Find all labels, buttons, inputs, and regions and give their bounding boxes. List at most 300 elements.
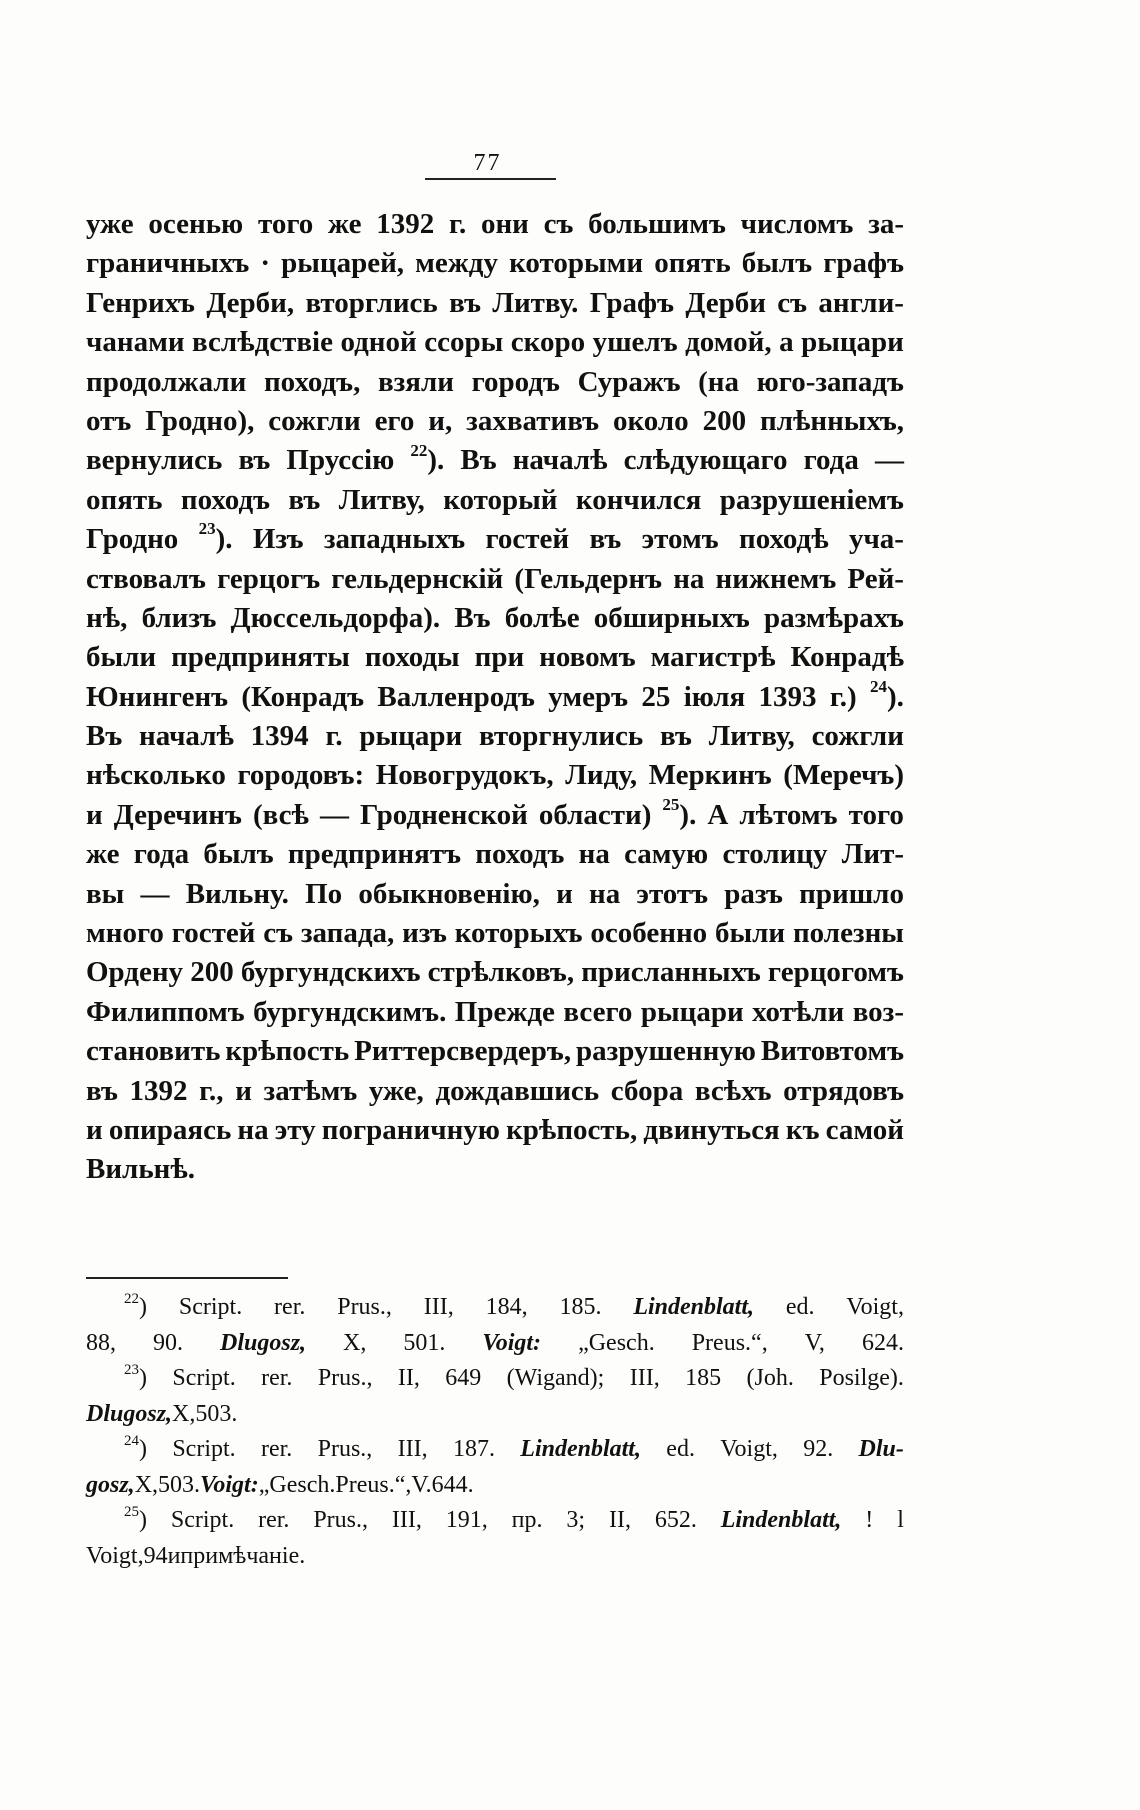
word: нѣсколько <box>86 759 226 792</box>
word: бургундскихъ <box>240 956 421 989</box>
word <box>86 1397 172 1433</box>
footnote-line <box>86 1539 904 1575</box>
word: обширныхъ <box>593 601 750 634</box>
word: (Joh. <box>746 1365 794 1391</box>
word: Prus., <box>317 1436 373 1462</box>
word: $^{22}$) <box>124 1291 147 1320</box>
footnote-ref-number: 23 <box>124 1362 139 1378</box>
word: и <box>556 877 573 910</box>
word: 94 <box>143 1542 168 1569</box>
word: Voigt, <box>86 1542 144 1569</box>
word: Рей- <box>847 562 904 595</box>
word: походъ, <box>263 365 361 398</box>
word: въ <box>288 483 321 516</box>
word: Script. <box>170 1507 235 1533</box>
footnote-line <box>86 1432 904 1468</box>
word: походѣ <box>738 523 829 556</box>
word: „Gesch. <box>258 1471 336 1498</box>
word: III, <box>629 1365 660 1391</box>
word: хотѣли <box>752 995 845 1028</box>
word: — <box>140 877 170 910</box>
footnote-line <box>86 1397 904 1433</box>
word: на <box>578 838 610 871</box>
word: городовъ: <box>237 759 365 792</box>
text-line <box>86 914 904 953</box>
text-line <box>86 1150 904 1189</box>
word: Въ <box>86 720 123 753</box>
word: опираясь <box>108 1113 232 1146</box>
footnote-ref-number: 23 <box>198 519 216 539</box>
word: въ <box>589 523 622 556</box>
word: разрушенную <box>576 1035 756 1068</box>
word: ушелъ <box>592 326 678 359</box>
word: болѣе <box>504 601 580 634</box>
word: англи- <box>818 286 904 319</box>
word: 187. <box>452 1436 495 1462</box>
word: III, <box>423 1294 454 1320</box>
text-line <box>86 717 904 756</box>
word: рыцари <box>359 720 463 753</box>
word: же <box>86 838 120 871</box>
word: 25 <box>641 680 671 713</box>
word: вы <box>86 877 125 910</box>
word: (Wigand); <box>506 1365 605 1391</box>
word: его <box>374 404 415 437</box>
word <box>482 1326 541 1362</box>
italic-citation: Voigt: <box>482 1329 542 1356</box>
text-line <box>86 599 904 638</box>
word: слѣдующаго <box>623 444 788 477</box>
word: г. <box>325 720 343 753</box>
word: много <box>86 917 164 950</box>
word: походъ <box>180 483 271 516</box>
text-line <box>86 520 904 559</box>
word: разрушенiемъ <box>719 483 904 516</box>
word: осенью <box>148 208 244 240</box>
word: Вильнѣ. <box>86 1153 196 1186</box>
word: изъ <box>402 917 447 950</box>
word: 200 <box>702 404 747 437</box>
word: $^{25}$). <box>662 795 697 831</box>
word: этотъ <box>636 877 709 910</box>
word: граничныхъ <box>86 247 250 280</box>
word: городъ <box>471 365 560 398</box>
italic-citation: Lindenblatt, <box>520 1436 641 1462</box>
word: rer. <box>260 1436 293 1462</box>
word: рыцарей, <box>281 247 405 280</box>
word: затѣмъ <box>263 1074 358 1107</box>
word: на <box>673 562 705 595</box>
footnote-line <box>86 1361 904 1397</box>
word: двинуться <box>643 1113 780 1146</box>
word: воз- <box>852 995 904 1028</box>
word: А <box>707 798 729 831</box>
word <box>633 1290 754 1326</box>
word: Деречинъ <box>113 798 242 831</box>
word: предприняты <box>171 641 350 674</box>
word: года <box>803 444 859 477</box>
word: V, <box>804 1329 825 1356</box>
italic-citation: Dlu- <box>858 1436 904 1462</box>
word: обыкновенiю, <box>358 877 540 910</box>
text-line <box>86 953 904 992</box>
word: Прежде <box>454 995 555 1028</box>
text-line <box>86 678 904 717</box>
word <box>86 1468 135 1504</box>
text-line <box>86 756 904 795</box>
word: бургундскимъ. <box>253 995 447 1028</box>
word: l <box>897 1507 904 1533</box>
text-line <box>86 796 904 835</box>
word: г., <box>199 1074 224 1107</box>
body-text <box>86 205 904 1190</box>
text-line <box>86 638 904 677</box>
word: 624. <box>861 1329 904 1356</box>
word: Суражъ <box>577 365 681 398</box>
word: размѣрахъ <box>764 601 904 634</box>
word: (всѣ <box>252 798 309 831</box>
word: одной <box>340 326 417 359</box>
word: 503. <box>158 1471 201 1498</box>
word: 92. <box>803 1436 834 1462</box>
word: продолжали <box>86 365 247 398</box>
italic-citation: Lindenblatt, <box>720 1507 842 1533</box>
word: они <box>480 208 529 240</box>
word: — <box>319 798 349 831</box>
word: рыцари <box>640 995 744 1028</box>
word: былъ <box>203 838 274 871</box>
text-line <box>86 835 904 874</box>
word: ! <box>865 1507 874 1533</box>
word: Филиппомъ <box>86 995 245 1028</box>
word: всѣхъ <box>694 1074 772 1107</box>
footnote-line <box>86 1468 904 1504</box>
word: графъ <box>823 247 904 280</box>
word: Литву, <box>338 483 425 516</box>
word: отрядовъ <box>783 1074 904 1107</box>
text-line <box>86 1072 904 1111</box>
word: новомъ <box>539 641 636 674</box>
word: 1393 <box>758 680 817 713</box>
text-line <box>86 205 904 244</box>
word: вторглись <box>305 286 438 319</box>
word: г. <box>449 208 467 240</box>
word: взяли <box>377 365 454 398</box>
word: гостей <box>171 917 256 950</box>
word: началѣ <box>512 444 608 477</box>
word: сожгли <box>811 720 904 753</box>
word: 185. <box>559 1294 602 1320</box>
word: скоро <box>510 326 586 359</box>
word: X, <box>134 1471 159 1498</box>
word: между <box>415 247 498 280</box>
word: Лиду, <box>565 759 638 792</box>
word: крѣпость, <box>506 1113 638 1146</box>
word: были <box>86 641 157 674</box>
word: сожгли <box>268 404 361 437</box>
word: рыцари <box>801 326 904 359</box>
word: Конрадѣ <box>790 641 904 674</box>
word: того <box>257 208 314 240</box>
word: ed. <box>666 1436 695 1462</box>
word: Дюссельдорфа). <box>230 601 441 634</box>
word: rer. <box>274 1294 306 1320</box>
word: Въ <box>460 444 497 477</box>
word: 649 <box>445 1365 482 1391</box>
word: 644. <box>431 1471 474 1498</box>
word: ствовалъ <box>86 562 206 595</box>
word: примѣчанiе. <box>180 1542 306 1569</box>
word: пришло <box>799 877 904 910</box>
footnote-ref-number: 25 <box>124 1504 139 1520</box>
word: плѣнныхъ, <box>759 404 904 437</box>
word: вторгнулись <box>478 720 644 753</box>
word: опять <box>654 247 731 280</box>
word: Вильну. <box>185 877 289 910</box>
word: вернулись <box>86 444 223 477</box>
word: при <box>474 641 525 674</box>
word: „Gesch. <box>578 1329 655 1356</box>
text-line <box>86 1111 904 1150</box>
word: около <box>612 404 689 437</box>
word: Риттерсвердеръ, <box>354 1035 572 1068</box>
text-line <box>86 284 904 323</box>
page-number: 77 <box>473 150 502 176</box>
word: уча- <box>848 523 904 556</box>
footnote-line <box>86 1290 904 1326</box>
text-line <box>86 560 904 599</box>
word: Гродно), <box>145 404 255 437</box>
word: особенно <box>590 917 708 950</box>
footnote-line <box>86 1503 904 1539</box>
word: Въ <box>454 601 491 634</box>
word: всего <box>563 995 633 1028</box>
footnote-ref-number: 22 <box>124 1291 139 1307</box>
word: магистрѣ <box>650 641 776 674</box>
word: $^{22}$). <box>410 440 445 477</box>
italic-citation: Dlugosz, <box>86 1400 173 1427</box>
word: того <box>848 798 904 831</box>
text-line <box>86 875 904 914</box>
word: Меркинъ <box>648 759 772 792</box>
word: 501. <box>403 1329 446 1356</box>
footnotes <box>86 1290 904 1574</box>
word: крѣпость <box>225 1035 350 1068</box>
word: гельдернскiй <box>331 562 504 595</box>
footnote-ref-number: 22 <box>410 440 428 460</box>
word: лѣтомъ <box>739 798 838 831</box>
word: Preus.“, <box>335 1471 412 1498</box>
word: который <box>443 483 558 516</box>
italic-citation: Dlugosz, <box>220 1329 307 1356</box>
page-number-rule <box>425 178 556 180</box>
word: домой, <box>685 326 772 359</box>
word: (Гельдернъ <box>514 562 663 595</box>
text-line <box>86 993 904 1032</box>
word: По <box>305 877 343 910</box>
word: Voigt, <box>720 1436 778 1462</box>
word: (на <box>698 365 739 398</box>
word: 1394 <box>250 720 309 753</box>
word: III, <box>397 1436 428 1462</box>
word: Лит- <box>841 838 904 871</box>
word: Дерби, <box>206 286 295 319</box>
word: ed. <box>785 1294 815 1320</box>
word: дождавшись <box>435 1074 600 1107</box>
word: Ордену <box>86 956 184 989</box>
word: Гродно <box>86 523 179 556</box>
text-line <box>86 481 904 520</box>
footnote-ref-number: 24 <box>124 1433 139 1449</box>
italic-citation: Lindenblatt, <box>633 1294 755 1320</box>
word: числомъ <box>740 208 854 240</box>
footnote-ref-number: 25 <box>662 795 680 815</box>
word: за- <box>868 208 904 240</box>
word: къ <box>785 1113 820 1146</box>
word: · <box>260 247 270 280</box>
footnote-separator <box>86 1277 288 1279</box>
word: становить <box>86 1035 221 1068</box>
word: Дерби <box>685 286 766 319</box>
text-line <box>86 323 904 362</box>
word: II, <box>608 1507 631 1533</box>
word: области) <box>538 798 652 831</box>
word: которыхъ <box>454 917 583 950</box>
word: и <box>86 1113 103 1146</box>
word: 191, <box>445 1507 488 1533</box>
word: эту <box>274 1113 316 1146</box>
word: самой <box>825 1113 904 1146</box>
word: Preus.“, <box>691 1329 768 1356</box>
word: $^{24}$). <box>870 677 904 713</box>
word: запада, <box>300 917 395 950</box>
word: Prus., <box>317 1365 373 1391</box>
word: 90. <box>153 1329 183 1356</box>
word: гостей <box>485 523 570 556</box>
word: г.) <box>829 680 857 713</box>
word: Литву. <box>492 286 579 319</box>
word <box>520 1432 641 1468</box>
word: присланныхъ <box>581 956 761 989</box>
word: въ <box>449 286 481 319</box>
word: $^{24}$) <box>124 1433 147 1462</box>
footnote-ref-number: 24 <box>870 677 887 697</box>
word <box>200 1468 259 1504</box>
word: Пруссiю <box>286 444 395 477</box>
word: Voigt, <box>846 1294 904 1320</box>
word: же <box>328 208 362 240</box>
word: rer. <box>261 1365 293 1391</box>
italic-citation: gosz, <box>86 1471 135 1498</box>
word: разъ <box>724 877 783 910</box>
word: 503. <box>195 1400 238 1427</box>
word: Гродненской <box>360 798 528 831</box>
word: предпринятъ <box>287 838 461 871</box>
word: V. <box>411 1471 432 1498</box>
word: и <box>86 798 103 831</box>
word: rer. <box>258 1507 290 1533</box>
word: на <box>589 877 621 910</box>
word: чанами <box>86 326 185 359</box>
word: этомъ <box>641 523 719 556</box>
word: 184, <box>485 1294 528 1320</box>
word: X, <box>172 1400 196 1427</box>
word: $^{23}$) <box>124 1362 147 1391</box>
word: Новогрудокъ, <box>375 759 554 792</box>
word: 88, <box>86 1329 116 1356</box>
word: походъ <box>475 838 565 871</box>
word: (Меречъ) <box>783 759 904 792</box>
word: стрѣлковъ, <box>427 956 575 989</box>
word: Графъ <box>589 286 675 319</box>
word <box>220 1326 306 1362</box>
word: (Конрадъ <box>241 680 365 713</box>
word: самую <box>624 838 709 871</box>
word: въ <box>86 1074 118 1107</box>
word: 200 <box>190 956 234 989</box>
word: Prus., <box>313 1507 368 1533</box>
word: Prus., <box>337 1294 392 1320</box>
word: и <box>167 1542 181 1569</box>
word: западныхъ <box>323 523 466 556</box>
word: уже <box>86 208 134 240</box>
word: съ <box>777 286 808 319</box>
word: — <box>874 444 904 477</box>
word: были <box>715 917 786 950</box>
word: кончился <box>575 483 702 516</box>
word: Script. <box>172 1436 236 1462</box>
word <box>859 1432 904 1468</box>
word: X, <box>343 1329 367 1356</box>
word: герцогомъ <box>767 956 904 989</box>
word: Script. <box>172 1365 236 1391</box>
word: Юнингенъ <box>86 680 229 713</box>
word: Генрихъ <box>86 286 195 319</box>
word <box>721 1503 842 1539</box>
word: на <box>237 1113 269 1146</box>
word: Posilge). <box>819 1365 904 1391</box>
word: уже, <box>368 1074 424 1107</box>
word: Изъ <box>252 523 304 556</box>
word: 1392 <box>376 208 435 240</box>
word: походы <box>364 641 460 674</box>
text-line <box>86 402 904 441</box>
word: близъ <box>141 601 217 634</box>
word: а <box>779 326 794 359</box>
word: былъ <box>741 247 813 280</box>
word: $^{23}$). <box>198 519 233 556</box>
word: столицу <box>722 838 828 871</box>
word: пограничную <box>321 1113 500 1146</box>
word: 652. <box>654 1507 697 1533</box>
word: Витовтомъ <box>760 1035 904 1068</box>
word: полезны <box>792 917 904 950</box>
word: съ <box>263 917 294 950</box>
word: опять <box>86 483 163 516</box>
word: 1392 <box>129 1074 188 1107</box>
word: и, <box>428 404 453 437</box>
italic-citation: Voigt: <box>200 1471 259 1498</box>
footnote-line <box>86 1326 904 1362</box>
word: года <box>133 838 190 871</box>
word: въ <box>660 720 692 753</box>
word: Литву, <box>708 720 795 753</box>
word: III, <box>391 1507 422 1533</box>
word: Валленродъ <box>377 680 535 713</box>
word: которыми <box>509 247 644 280</box>
word: $^{25}$) <box>124 1504 147 1533</box>
word: отъ <box>86 404 132 437</box>
